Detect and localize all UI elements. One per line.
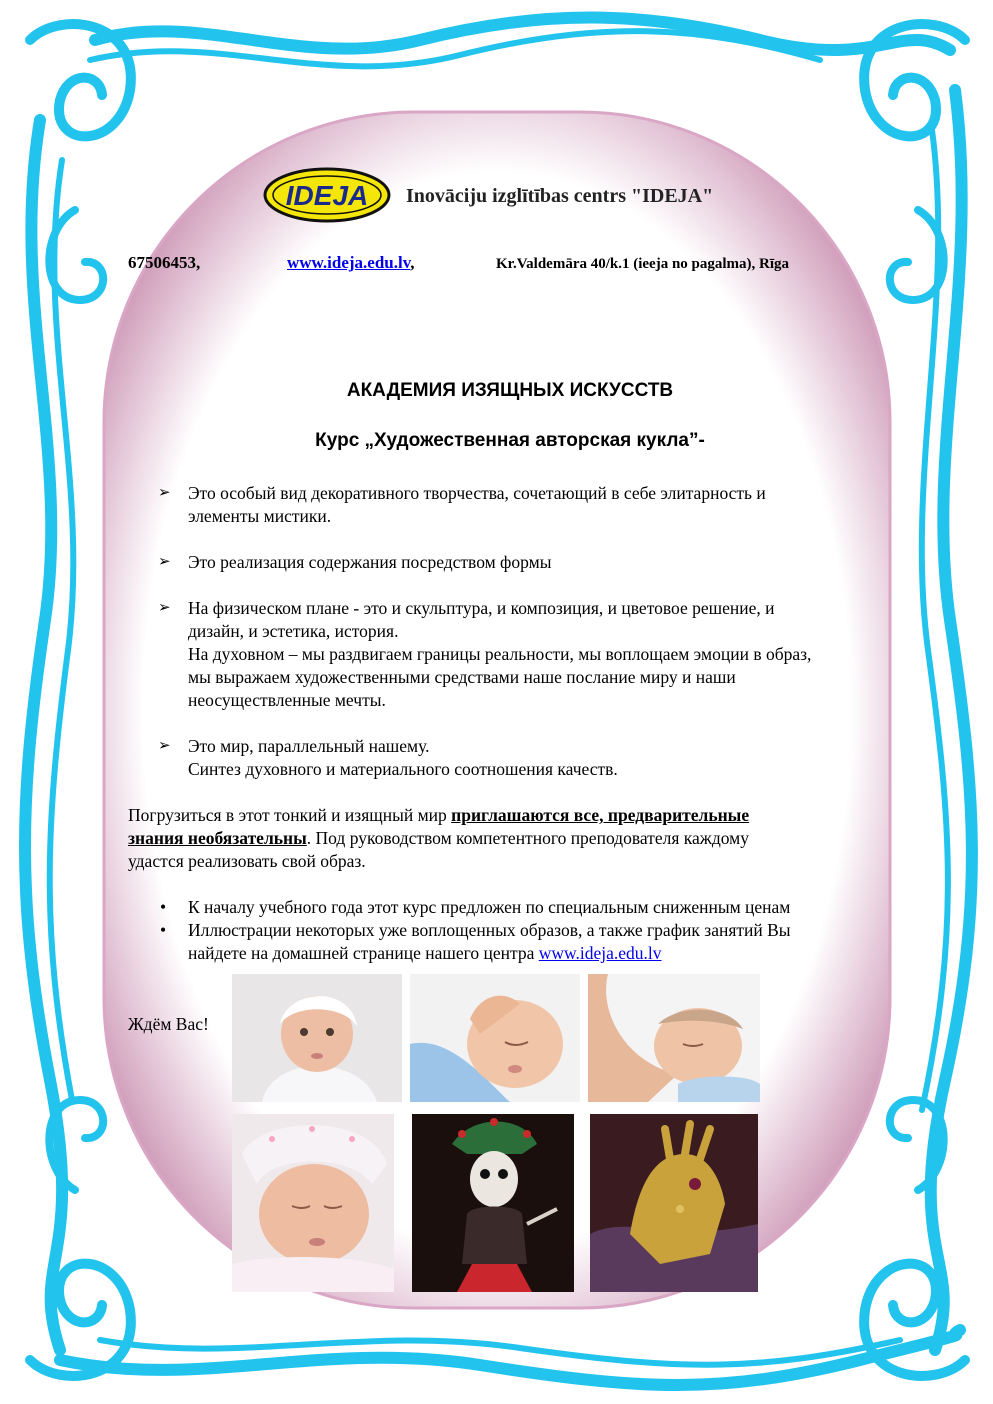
- arrow-bullet-icon: ➢: [158, 485, 171, 501]
- ideja-logo-icon: [262, 165, 392, 223]
- course-title: Курс „Художественная авторская кукла”-: [315, 430, 705, 451]
- logo-text: IDEJA: [285, 180, 369, 211]
- organization-name: Inovāciju izglītības centrs "IDEJA": [406, 185, 714, 207]
- feature-list: [158, 482, 893, 804]
- arrow-bullet-icon: ➢: [158, 600, 171, 616]
- list-item: [158, 482, 893, 528]
- address: Kr.Valdemāra 40/k.1 (ieeja no pagalma), Rīga: [496, 256, 790, 272]
- list-item-line: На физическом плане - это и скульптура, и композиция, и цветовое решение, и: [188, 598, 775, 618]
- website-link[interactable]: www.ideja.edu.lv: [538, 943, 662, 963]
- intro-emphasis: знания необязательны: [128, 828, 307, 848]
- intro-emphasis: приглашаются все, предварительные: [451, 805, 750, 825]
- arrow-bullet-icon: ➢: [158, 738, 171, 754]
- list-item-line: Синтез духовного и материального соотношения качеств.: [188, 759, 618, 779]
- list-item-text: К началу учебного года этот курс предложен по специальным сниженным ценам: [188, 897, 791, 917]
- list-item-line: элементы мистики.: [188, 506, 332, 526]
- header-logo: [262, 163, 782, 233]
- doll-photo: [590, 1114, 758, 1292]
- intro-paragraph: [128, 804, 888, 873]
- list-item: [158, 919, 893, 965]
- list-item: [158, 896, 893, 919]
- list-item-line: неосуществленные мечты.: [188, 690, 386, 710]
- list-item-line: мы выражаем художественными средствами наше послание миру и наши: [188, 667, 736, 687]
- intro-text: . Под руководством компетентного преподователя каждому: [306, 828, 749, 848]
- list-item-line: дизайн, и эстетика, история.: [188, 621, 399, 641]
- doll-photo: [412, 1114, 574, 1292]
- list-item-line: На духовном – мы раздвигаем границы реальности, мы воплощаем эмоции в образ,: [188, 644, 812, 664]
- arrow-bullet-icon: ➢: [158, 554, 171, 570]
- dot-bullet-icon: •: [160, 897, 167, 917]
- doll-photo: [232, 974, 402, 1102]
- info-list: [158, 896, 893, 965]
- intro-text: удастся реализовать свой образ.: [128, 851, 366, 871]
- list-item: [158, 551, 893, 574]
- phone-number: 67506453,: [128, 253, 201, 272]
- website-contact: [287, 253, 415, 273]
- page-title: АКАДЕМИЯ ИЗЯЩНЫХ ИСКУССТВ: [346, 380, 674, 401]
- doll-photo: [232, 1114, 394, 1292]
- list-item: [158, 597, 893, 712]
- website-link[interactable]: www.ideja.edu.lv: [287, 253, 411, 272]
- website-suffix: ,: [410, 253, 415, 272]
- list-item-line: Это мир, параллельный нашему.: [188, 736, 430, 756]
- closing-text: Ждём Вас!: [128, 1014, 209, 1034]
- list-item-text: найдете на домашней странице нашего центра: [188, 943, 539, 963]
- doll-photo: [588, 974, 760, 1102]
- list-item-line: Это особый вид декоративного творчества, сочетающий в себе элитарность и: [188, 483, 766, 503]
- intro-text: Погрузиться в этот тонкий и изящный мир: [128, 805, 452, 825]
- doll-photo: [410, 974, 580, 1102]
- list-item-text: Иллюстрации некоторых уже воплощенных образов, а также график занятий Вы: [188, 920, 791, 940]
- dot-bullet-icon: •: [160, 920, 167, 940]
- list-item: [158, 735, 893, 781]
- list-item-line: Это реализация содержания посредством формы: [188, 552, 552, 572]
